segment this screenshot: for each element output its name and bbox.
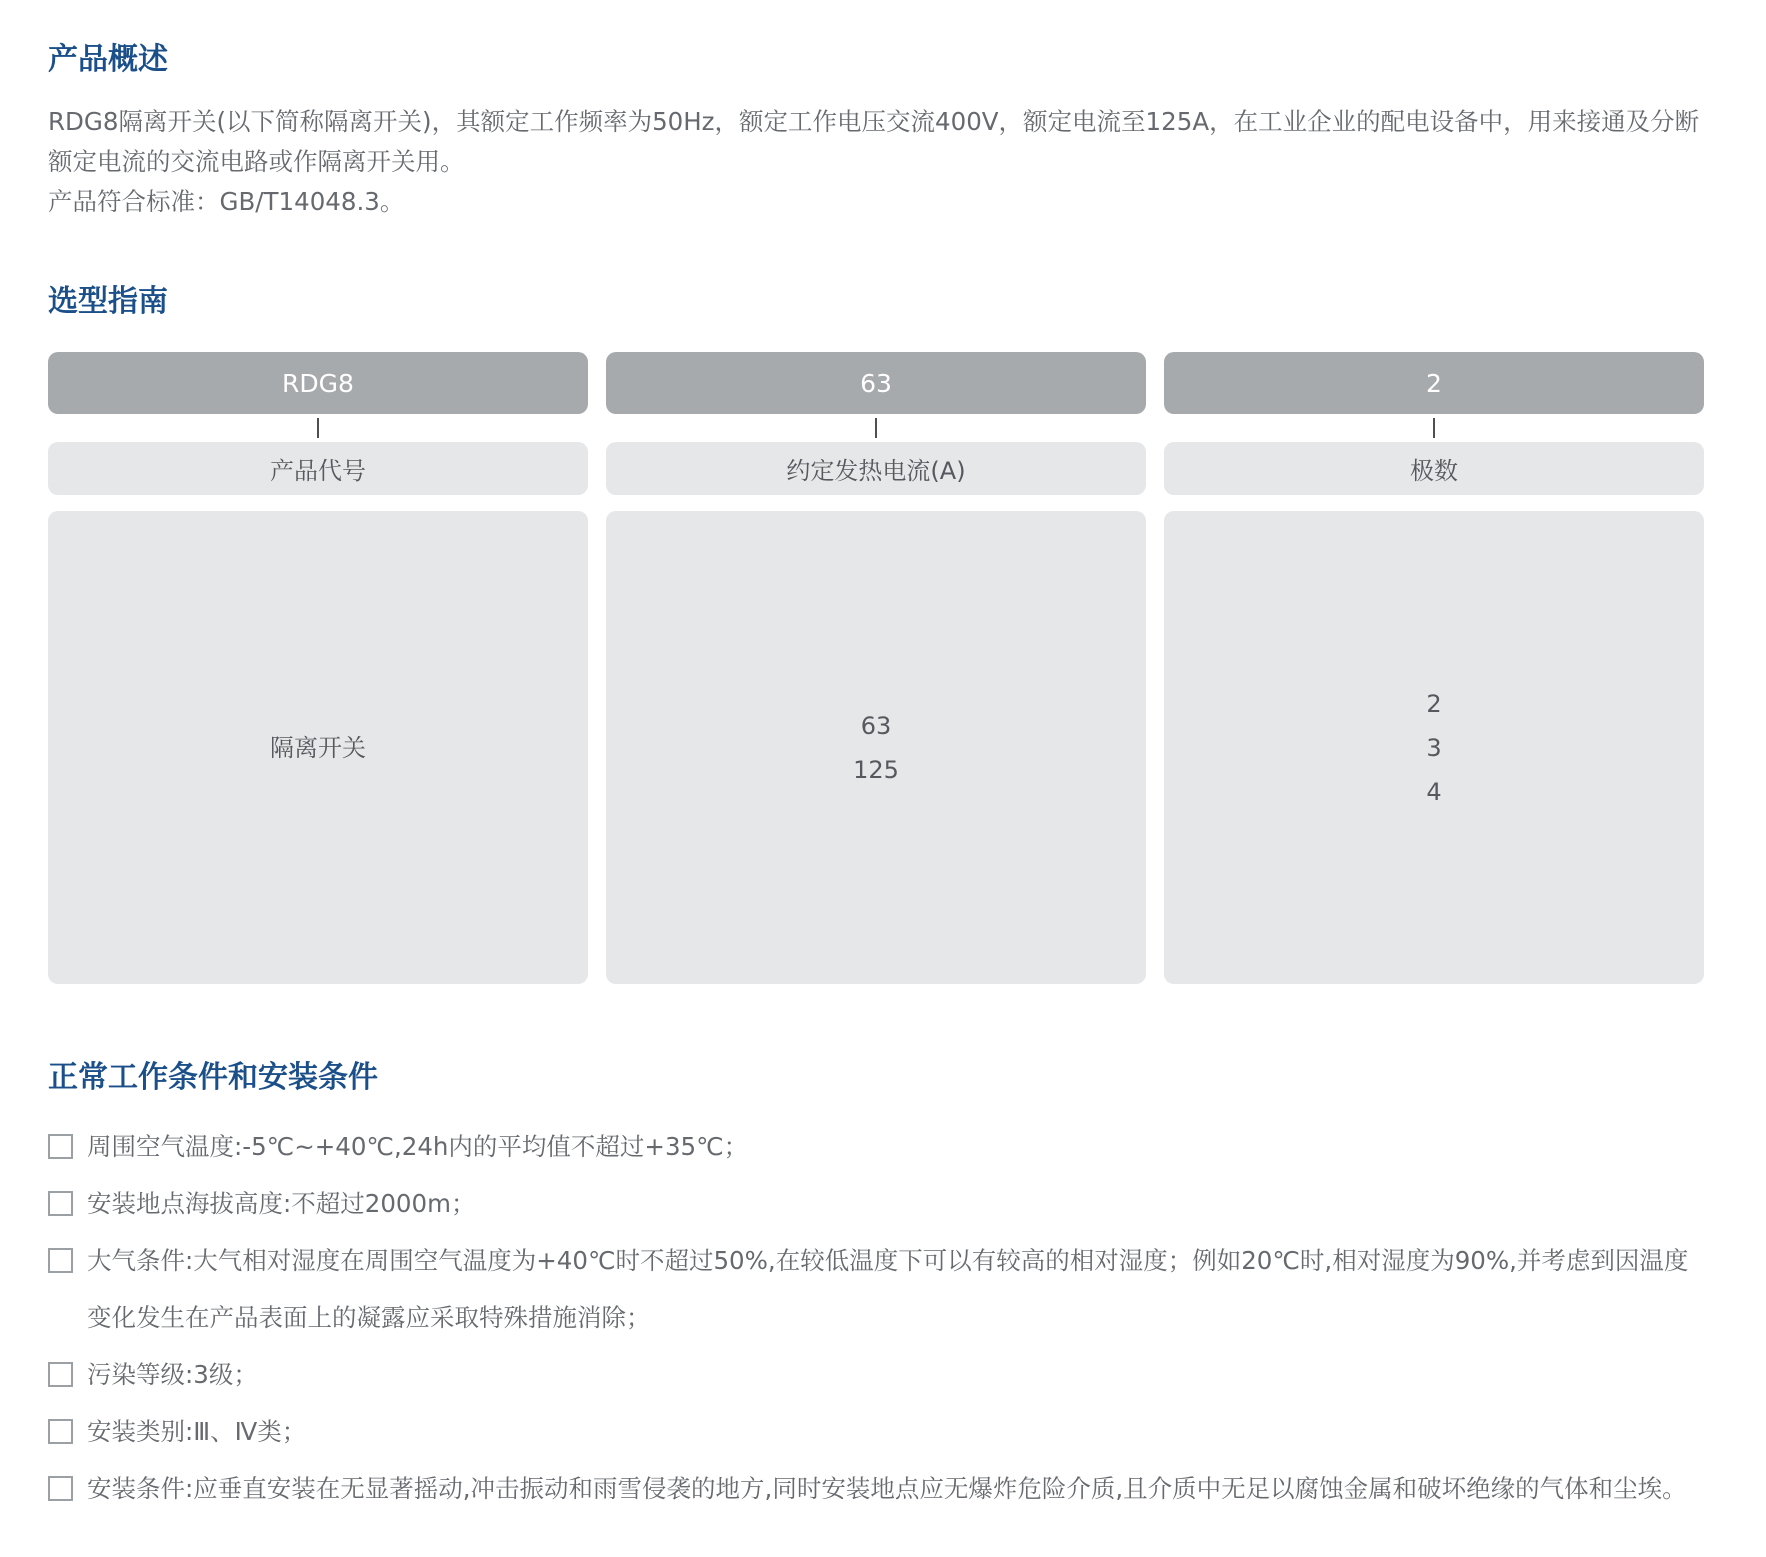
segment-option: 3 bbox=[1426, 733, 1442, 762]
model-code-diagram bbox=[48, 352, 1704, 984]
list-item bbox=[48, 1403, 1704, 1460]
code-segment-value: RDG8 bbox=[282, 368, 354, 398]
diagram-column-thermal-current bbox=[606, 352, 1146, 984]
code-segment-bar bbox=[606, 352, 1146, 414]
segment-option: 2 bbox=[1426, 689, 1442, 718]
segment-options-box bbox=[606, 511, 1146, 984]
code-segment-bar bbox=[1164, 352, 1704, 414]
segment-label: 极数 bbox=[1410, 457, 1458, 485]
section-selection-guide bbox=[48, 284, 1704, 984]
segment-label-bar bbox=[1164, 442, 1704, 495]
condition-text: 安装地点海拔高度:不超过2000m； bbox=[87, 1189, 476, 1218]
condition-text: 污染等级:3级； bbox=[87, 1360, 258, 1389]
segment-label: 约定发热电流(A) bbox=[786, 457, 966, 485]
conditions-title: 正常工作条件和安装条件 bbox=[48, 1060, 378, 1095]
segment-option: 125 bbox=[853, 755, 899, 784]
square-bullet-icon bbox=[48, 1191, 73, 1216]
condition-text: 大气条件:大气相对湿度在周围空气温度为+40℃时不超过50%,在较低温度下可以有较高的相对湿度；例如20℃时,相对湿度为90%,并考虑到因温度变化发生在产品表面上的凝露应采取特殊措施消除； bbox=[87, 1246, 1689, 1332]
segment-options-box bbox=[48, 511, 588, 984]
list-item bbox=[48, 1175, 1704, 1232]
segment-label-bar bbox=[606, 442, 1146, 495]
connector-line bbox=[875, 418, 877, 438]
overview-paragraph: RDG8隔离开关(以下简称隔离开关)，其额定工作频率为50Hz，额定工作电压交流400V，额定电流至125A，在工业企业的配电设备中，用来接通及分断额定电流的交流电路或作隔离开关用。 bbox=[48, 107, 1700, 176]
segment-options-box bbox=[1164, 511, 1704, 984]
code-segment-value: 63 bbox=[860, 368, 892, 398]
condition-text: 安装类别:Ⅲ、Ⅳ类； bbox=[87, 1417, 307, 1446]
code-segment-value: 2 bbox=[1426, 368, 1442, 398]
code-segment-bar bbox=[48, 352, 588, 414]
segment-label: 产品代号 bbox=[270, 457, 366, 485]
connector-line bbox=[1433, 418, 1435, 438]
segment-option: 隔离开关 bbox=[270, 733, 366, 762]
connector bbox=[1164, 414, 1704, 442]
square-bullet-icon bbox=[48, 1248, 73, 1273]
overview-standard-line: 产品符合标准：GB/T14048.3。 bbox=[48, 187, 405, 216]
connector bbox=[48, 414, 588, 442]
list-item bbox=[48, 1118, 1704, 1175]
overview-title: 产品概述 bbox=[48, 42, 168, 77]
square-bullet-icon bbox=[48, 1476, 73, 1501]
segment-label-bar bbox=[48, 442, 588, 495]
square-bullet-icon bbox=[48, 1362, 73, 1387]
condition-text: 安装条件:应垂直安装在无显著摇动,冲击振动和雨雪侵袭的地方,同时安装地点应无爆炸危险介质,且介质中无足以腐蚀金属和破坏绝缘的气体和尘埃。 bbox=[87, 1474, 1687, 1503]
segment-option: 63 bbox=[860, 711, 892, 740]
square-bullet-icon bbox=[48, 1419, 73, 1444]
diagram-column-poles bbox=[1164, 352, 1704, 984]
selection-guide-title: 选型指南 bbox=[48, 284, 168, 319]
diagram-column-product-code bbox=[48, 352, 588, 984]
section-product-overview bbox=[48, 42, 1704, 222]
list-item bbox=[48, 1232, 1704, 1346]
condition-text: 周围空气温度:-5℃~+40℃,24h内的平均值不超过+35℃； bbox=[87, 1132, 749, 1161]
list-item bbox=[48, 1346, 1704, 1403]
segment-option: 4 bbox=[1426, 777, 1442, 806]
conditions-list bbox=[48, 1118, 1704, 1517]
square-bullet-icon bbox=[48, 1134, 73, 1159]
list-item bbox=[48, 1460, 1704, 1517]
connector bbox=[606, 414, 1146, 442]
section-working-conditions bbox=[48, 1060, 1704, 1517]
connector-line bbox=[317, 418, 319, 438]
